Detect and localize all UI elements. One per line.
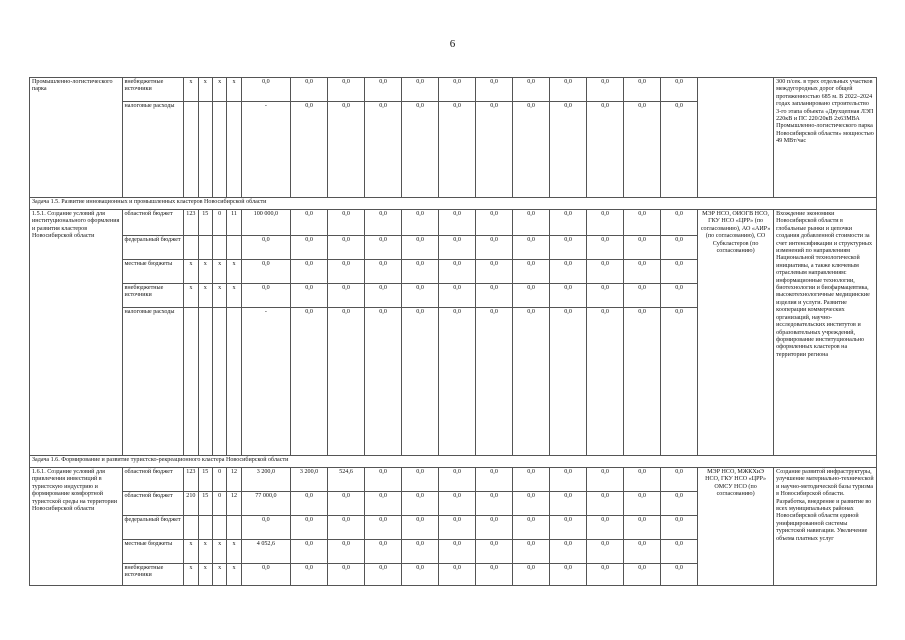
year-value: 0,0	[328, 236, 365, 260]
budget-code: 123	[184, 210, 198, 236]
year-value: 0,0	[476, 260, 513, 284]
year-value: 0,0	[476, 308, 513, 456]
year-value: 0,0	[476, 236, 513, 260]
year-value: 0,0	[624, 260, 661, 284]
funding-source: областной бюджет	[122, 492, 184, 516]
budget-code	[227, 308, 241, 456]
year-value: 0,0	[291, 236, 328, 260]
year-value: 3 200,0	[291, 468, 328, 492]
budget-code	[184, 102, 198, 198]
year-value: 0,0	[513, 236, 550, 260]
year-value: 0,0	[328, 102, 365, 198]
budget-code	[227, 102, 241, 198]
year-value: 0,0	[439, 284, 476, 308]
budget-code: х	[227, 284, 241, 308]
year-value: 0,0	[624, 492, 661, 516]
year-value: 0,0	[439, 516, 476, 540]
year-value: 0,0	[365, 308, 402, 456]
budget-code: х	[198, 284, 212, 308]
year-value: 0,0	[291, 210, 328, 236]
year-value: 0,0	[328, 540, 365, 564]
year-value: 0,0	[291, 102, 328, 198]
year-value: 0,0	[550, 468, 587, 492]
year-value: 0,0	[550, 260, 587, 284]
year-value: 0,0	[476, 284, 513, 308]
budget-code	[198, 236, 212, 260]
year-value: 0,0	[439, 564, 476, 586]
year-value: 0,0	[328, 210, 365, 236]
year-value: 0,0	[587, 468, 624, 492]
year-value: 0,0	[587, 308, 624, 456]
funding-source: местные бюджеты	[122, 260, 184, 284]
year-value: 0,0	[661, 102, 698, 198]
year-value: 0,0	[365, 468, 402, 492]
year-value: 0,0	[365, 540, 402, 564]
budget-code	[198, 516, 212, 540]
year-value: 0,0	[365, 102, 402, 198]
year-value: 0,0	[624, 516, 661, 540]
budget-code	[227, 516, 241, 540]
measure-name: Промышленно-логистического парка	[30, 78, 123, 198]
year-value: 0,0	[476, 468, 513, 492]
total-value: 0,0	[241, 516, 290, 540]
budget-code: 11	[227, 210, 241, 236]
year-value: 0,0	[513, 284, 550, 308]
year-value: 0,0	[402, 468, 439, 492]
year-value: 0,0	[513, 78, 550, 102]
year-value: 0,0	[550, 564, 587, 586]
funding-source: внебюджетные источники	[122, 564, 184, 586]
funding-source: областной бюджет	[122, 210, 184, 236]
year-value: 0,0	[439, 492, 476, 516]
year-value: 0,0	[328, 260, 365, 284]
year-value: 0,0	[402, 260, 439, 284]
budget-code: х	[198, 260, 212, 284]
year-value: 0,0	[661, 236, 698, 260]
year-value: 0,0	[661, 210, 698, 236]
year-value: 0,0	[624, 78, 661, 102]
total-value: -	[241, 308, 290, 456]
budget-code	[184, 308, 198, 456]
year-value: 0,0	[291, 284, 328, 308]
year-value: 0,0	[661, 78, 698, 102]
budget-code	[212, 102, 226, 198]
total-value: 0,0	[241, 236, 290, 260]
year-value: 0,0	[439, 210, 476, 236]
expected-result: Вхождение экономики Новосибирской области в глобальные рынки и цепочки создания добавленной стоимости за счет интенсификации и структурных изменений по направлениям Национальной технологической инициативы, а также ключевым отраслевым направлениям: информационные технологии, биотехнологии и биофармацевтика, высокотехнологичные медицинские изделия и услуги. Развитие кооперации коммерческих организаций, научно-исследовательских институтов и образовательных учреждений, формирование институционально оформленных кластеров на территории региона	[774, 210, 877, 456]
total-value: 0,0	[241, 78, 290, 102]
year-value: 0,0	[365, 236, 402, 260]
budget-code: 0	[212, 492, 226, 516]
year-value: 0,0	[550, 236, 587, 260]
expected-result: Создание развитой инфраструктуры, улучшение материально-технической и научно-методической базы туризма в Новосибирской области. Разработка, внедрение и развитие во всех муниципальных районах Новосибирской области единой унифицированной системы туристской навигации. Увеличение объема платных услуг	[774, 468, 877, 586]
year-value: 0,0	[587, 492, 624, 516]
year-value: 0,0	[587, 102, 624, 198]
year-value: 0,0	[587, 210, 624, 236]
year-value: 0,0	[439, 260, 476, 284]
year-value: 0,0	[661, 492, 698, 516]
year-value: 0,0	[365, 78, 402, 102]
year-value: 0,0	[328, 78, 365, 102]
budget-code: 12	[227, 492, 241, 516]
budget-code	[227, 236, 241, 260]
year-value: 0,0	[476, 102, 513, 198]
budget-code: 210	[184, 492, 198, 516]
year-value: 0,0	[291, 78, 328, 102]
budget-code: х	[198, 564, 212, 586]
budget-code: 15	[198, 210, 212, 236]
year-value: 0,0	[624, 210, 661, 236]
budget-code: 15	[198, 492, 212, 516]
year-value: 0,0	[439, 236, 476, 260]
table-row	[30, 468, 877, 492]
funding-source: внебюджетные источники	[122, 78, 184, 102]
budget-code: х	[227, 260, 241, 284]
year-value: 0,0	[513, 102, 550, 198]
year-value: 0,0	[365, 260, 402, 284]
task-title: Задача 1.6. Формирование и развитие туристско-рекреационного кластера Новосибирской области	[30, 456, 877, 468]
funding-source: внебюджетные источники	[122, 284, 184, 308]
year-value: 0,0	[291, 540, 328, 564]
budget-code: х	[212, 284, 226, 308]
year-value: 0,0	[587, 236, 624, 260]
year-value: 0,0	[550, 308, 587, 456]
program-table	[29, 77, 877, 586]
responsible-executors	[698, 78, 774, 198]
budget-code: х	[227, 564, 241, 586]
funding-source: местные бюджеты	[122, 540, 184, 564]
year-value: 0,0	[402, 492, 439, 516]
year-value: 0,0	[291, 308, 328, 456]
year-value: 0,0	[550, 78, 587, 102]
budget-code: х	[184, 78, 198, 102]
year-value: 0,0	[513, 564, 550, 586]
year-value: 0,0	[476, 492, 513, 516]
year-value: 0,0	[661, 260, 698, 284]
year-value: 0,0	[402, 308, 439, 456]
table-body	[30, 78, 877, 586]
year-value: 0,0	[476, 516, 513, 540]
budget-code	[184, 236, 198, 260]
responsible-executors: МЭР НСО, МЖКХиЭ НСО, ГКУ НСО «ЦРР» ОМСУ НСО (по согласованию)	[698, 468, 774, 586]
year-value: 0,0	[624, 564, 661, 586]
year-value: 0,0	[513, 468, 550, 492]
task-row	[30, 198, 877, 210]
year-value: 0,0	[328, 284, 365, 308]
year-value: 0,0	[624, 236, 661, 260]
funding-source: федеральный бюджет	[122, 236, 184, 260]
year-value: 0,0	[291, 516, 328, 540]
year-value: 0,0	[587, 564, 624, 586]
total-value: 77 000,0	[241, 492, 290, 516]
year-value: 0,0	[513, 308, 550, 456]
budget-code	[198, 308, 212, 456]
year-value: 0,0	[402, 78, 439, 102]
responsible-executors: МЭР НСО, ОИОГВ НСО, ГКУ НСО «ЦРР» (по согласованию), АО «АИР» (по согласованию), СО Субкластеров (по согласованию)	[698, 210, 774, 456]
expected-result: 300 п/сек. в трех отдельных участков междугородных дорог общей протяженностью 685 м. В 2022–2024 годах запланировано строительство 3-го этапа объекта «Двухцепная ЛЭП 220кВ и ПС 220/20кВ 2х63МВА Промышленно-логистического парка Новосибирской области» мощностью 49 МВт/час	[774, 78, 877, 198]
total-value: -	[241, 102, 290, 198]
year-value: 0,0	[439, 308, 476, 456]
year-value: 0,0	[476, 564, 513, 586]
year-value: 0,0	[550, 102, 587, 198]
budget-code	[212, 236, 226, 260]
year-value: 0,0	[328, 516, 365, 540]
year-value: 0,0	[365, 284, 402, 308]
year-value: 0,0	[291, 564, 328, 586]
budget-code: х	[184, 540, 198, 564]
task-row	[30, 456, 877, 468]
year-value: 0,0	[402, 236, 439, 260]
budget-code	[212, 308, 226, 456]
budget-code: х	[184, 284, 198, 308]
budget-code: х	[184, 564, 198, 586]
year-value: 0,0	[587, 540, 624, 564]
budget-code: х	[198, 78, 212, 102]
year-value: 0,0	[365, 210, 402, 236]
budget-code: 0	[212, 210, 226, 236]
year-value: 0,0	[328, 492, 365, 516]
budget-code	[212, 516, 226, 540]
budget-code: 123	[184, 468, 198, 492]
task-title: Задача 1.5. Развитие инновационных и промышленных кластеров Новосибирской области	[30, 198, 877, 210]
budget-code	[184, 516, 198, 540]
page-number: 6	[449, 38, 456, 50]
budget-code: х	[212, 540, 226, 564]
year-value: 0,0	[402, 516, 439, 540]
year-value: 0,0	[587, 516, 624, 540]
total-value: 0,0	[241, 564, 290, 586]
budget-code: 0	[212, 468, 226, 492]
budget-code	[198, 102, 212, 198]
year-value: 0,0	[550, 210, 587, 236]
year-value: 0,0	[661, 308, 698, 456]
year-value: 0,0	[624, 308, 661, 456]
year-value: 0,0	[550, 492, 587, 516]
table-row	[30, 78, 877, 102]
year-value: 0,0	[365, 516, 402, 540]
year-value: 0,0	[476, 78, 513, 102]
budget-code: х	[212, 78, 226, 102]
budget-code: х	[212, 260, 226, 284]
total-value: 0,0	[241, 284, 290, 308]
budget-code: х	[212, 564, 226, 586]
year-value: 0,0	[402, 210, 439, 236]
year-value: 0,0	[550, 284, 587, 308]
budget-code: х	[198, 540, 212, 564]
year-value: 0,0	[476, 210, 513, 236]
measure-name: 1.5.1. Создание условий для институционального оформления и развития кластеров Новосибирской области	[30, 210, 123, 456]
year-value: 0,0	[624, 540, 661, 564]
funding-source: налоговые расходы	[122, 102, 184, 198]
year-value: 0,0	[550, 540, 587, 564]
year-value: 0,0	[402, 102, 439, 198]
total-value: 0,0	[241, 260, 290, 284]
year-value: 0,0	[513, 492, 550, 516]
year-value: 0,0	[513, 260, 550, 284]
funding-source: областной бюджет	[122, 468, 184, 492]
year-value: 0,0	[328, 308, 365, 456]
table-row	[30, 210, 877, 236]
total-value: 4 052,6	[241, 540, 290, 564]
budget-code: х	[227, 78, 241, 102]
year-value: 0,0	[661, 564, 698, 586]
year-value: 0,0	[476, 540, 513, 564]
year-value: 0,0	[291, 492, 328, 516]
year-value: 0,0	[513, 540, 550, 564]
year-value: 0,0	[624, 102, 661, 198]
year-value: 0,0	[439, 102, 476, 198]
total-value: 3 200,0	[241, 468, 290, 492]
year-value: 0,0	[587, 260, 624, 284]
year-value: 0,0	[402, 540, 439, 564]
year-value: 0,0	[513, 210, 550, 236]
year-value: 0,0	[661, 540, 698, 564]
year-value: 0,0	[439, 78, 476, 102]
budget-code: 12	[227, 468, 241, 492]
budget-code: 15	[198, 468, 212, 492]
year-value: 0,0	[513, 516, 550, 540]
year-value: 0,0	[661, 516, 698, 540]
year-value: 0,0	[661, 468, 698, 492]
year-value: 0,0	[587, 284, 624, 308]
year-value: 524,6	[328, 468, 365, 492]
funding-source: налоговые расходы	[122, 308, 184, 456]
budget-code: х	[227, 540, 241, 564]
measure-name: 1.6.1. Создание условий для привлечения инвестиций в туристскую индустрию и формирование комфортной туристской среды на территории Новосибирской области	[30, 468, 123, 586]
funding-source: федеральный бюджет	[122, 516, 184, 540]
year-value: 0,0	[439, 468, 476, 492]
year-value: 0,0	[365, 564, 402, 586]
year-value: 0,0	[624, 468, 661, 492]
year-value: 0,0	[328, 564, 365, 586]
year-value: 0,0	[402, 284, 439, 308]
total-value: 100 000,0	[241, 210, 290, 236]
year-value: 0,0	[550, 516, 587, 540]
year-value: 0,0	[291, 260, 328, 284]
year-value: 0,0	[624, 284, 661, 308]
year-value: 0,0	[661, 284, 698, 308]
year-value: 0,0	[365, 492, 402, 516]
budget-code: х	[184, 260, 198, 284]
year-value: 0,0	[587, 78, 624, 102]
year-value: 0,0	[402, 564, 439, 586]
year-value: 0,0	[439, 540, 476, 564]
